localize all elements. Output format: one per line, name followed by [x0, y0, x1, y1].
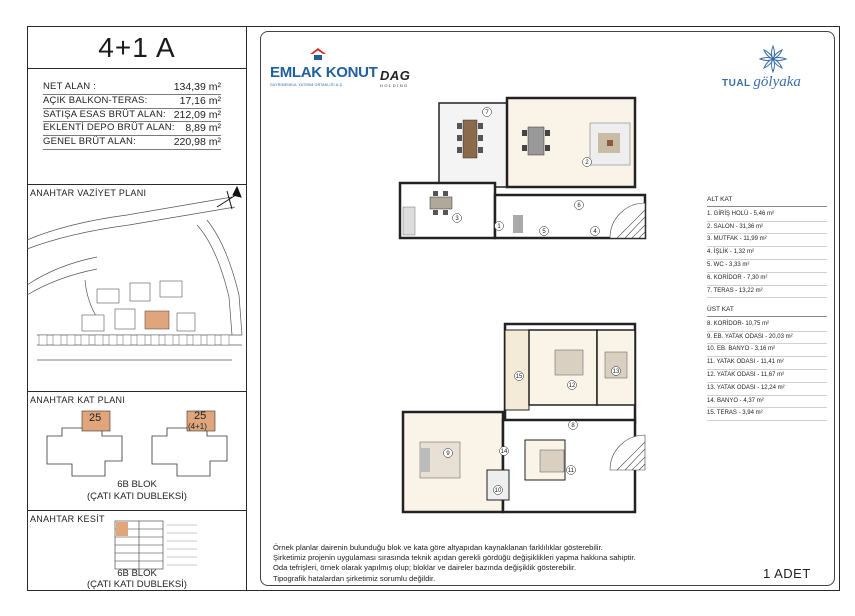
tual-brand: TUAL	[722, 78, 751, 89]
area-label: AÇIK BALKON-TERAS:	[43, 94, 148, 106]
note-line: Şirketimiz projenin uygulaması sırasında teknik açıdan gerekli gördüğü değişiklikleri yapma hakkına sahiptir.	[273, 553, 636, 563]
dag-logo	[380, 68, 410, 88]
section-caption-2: (ÇATI KATI DUBLEKSİ)	[87, 579, 187, 590]
area-row	[43, 109, 221, 123]
area-row	[43, 95, 221, 109]
bed-12	[555, 350, 583, 375]
tual-star-icon	[758, 44, 788, 74]
room-item: 3. MUTFAK - 11,99 m²	[707, 234, 827, 247]
emlak-logo-text: EMLAK KONUT	[270, 64, 378, 81]
area-value: 212,09 m²	[173, 108, 221, 121]
svg-text:15: 15	[515, 374, 523, 380]
dag-logo-text: DAG	[380, 68, 411, 83]
area-value: 8,89 m²	[185, 122, 221, 135]
note-line: Oda tefrişleri, örnek olarak yapılmış olup; bloklar ve daireler bazında değişiklik gösterebilir.	[273, 563, 577, 573]
unit-count: 1 ADET	[763, 566, 811, 581]
site-plan-drawing	[27, 185, 247, 392]
area-value: 134,39 m²	[173, 81, 221, 93]
area-label: NET ALAN :	[43, 81, 97, 92]
area-label: EKLENTİ DEPO BRÜT ALAN:	[43, 122, 175, 134]
svg-text:10: 10	[494, 488, 502, 494]
floor-key-panel	[27, 392, 247, 511]
room-item: 4. İŞLİK - 1,32 m²	[707, 247, 827, 260]
area-row	[43, 136, 221, 150]
lower-floor-legend	[707, 194, 827, 298]
area-value: 220,98 m²	[173, 136, 221, 149]
tual-name: gölyaka	[753, 74, 801, 90]
site-plan-panel	[27, 185, 247, 392]
section-caption-1: 6B BLOK	[117, 568, 157, 579]
floor-tag-right: 25	[194, 410, 207, 422]
area-row	[43, 81, 221, 95]
dining-table-terrace	[457, 120, 483, 158]
svg-text:6: 6	[577, 203, 581, 209]
room-item: 14. BANYO - 4,37 m²	[707, 396, 827, 409]
sofa-set	[590, 123, 630, 165]
emlak-roof-icon	[308, 46, 328, 62]
upper-floor-title: ÜST KAT	[707, 304, 827, 317]
info-column	[27, 26, 247, 591]
room-item: 15. TERAS - 3,94 m²	[707, 408, 827, 421]
svg-text:9: 9	[446, 451, 450, 457]
lower-floor-plan	[395, 95, 665, 255]
svg-text:3: 3	[455, 216, 459, 222]
svg-text:11: 11	[567, 468, 575, 474]
room-item: 12. YATAK ODASI - 11,67 m²	[707, 370, 827, 383]
floor-tag-right-sub: (4+1)	[188, 422, 207, 431]
floor-key-caption-1: 6B BLOK	[117, 479, 157, 490]
room-item: 9. EB. YATAK ODASI - 20,03 m²	[707, 332, 827, 345]
upper-floor-plan	[395, 320, 665, 520]
room-item: 5. WC - 3,33 m²	[707, 260, 827, 273]
room-item: 7. TERAS - 13,22 m²	[707, 286, 827, 299]
section-key-panel	[27, 511, 247, 591]
svg-text:1: 1	[497, 224, 501, 230]
room-item: 13. YATAK ODASI - 12,24 m²	[707, 383, 827, 396]
lower-floor-title: ALT KAT	[707, 194, 827, 207]
svg-text:7: 7	[485, 110, 489, 116]
svg-text:2: 2	[585, 160, 589, 166]
svg-text:4: 4	[593, 229, 597, 235]
dag-logo-sub: HOLDING	[380, 83, 409, 88]
highlighted-block	[145, 311, 169, 329]
floor-key-caption-2: (ÇATI KATI DUBLEKSİ)	[87, 491, 187, 502]
area-label: GENEL BRÜT ALAN:	[43, 136, 136, 148]
emlak-logo-sub: GAYRİMENKUL YATIRIM ORTAKLIĞI A.Ş.	[270, 83, 344, 87]
bed-11	[540, 450, 564, 472]
room-item: 8. KORİDOR- 10,75 m²	[707, 319, 827, 332]
svg-text:14: 14	[500, 449, 508, 455]
svg-text:12: 12	[568, 383, 576, 389]
room-item: 1. GİRİŞ HOLÜ - 5,46 m²	[707, 209, 827, 222]
area-row	[43, 122, 221, 136]
section-key-title: ANAHTAR KESİT	[30, 514, 105, 524]
svg-text:8: 8	[571, 423, 575, 429]
svg-text:13: 13	[612, 369, 620, 375]
note-line: Tipografik hatalardan şirketimiz sorumlu değildir.	[273, 573, 436, 583]
section-highlight	[116, 522, 128, 536]
room-item: 6. KORİDOR - 7,30 m²	[707, 273, 827, 286]
tual-logo-text	[722, 74, 801, 91]
area-value: 17,16 m²	[179, 94, 221, 107]
svg-text:5: 5	[542, 229, 546, 235]
floor-key-title: ANAHTAR KAT PLANI	[30, 395, 126, 405]
unit-type-panel	[27, 26, 247, 69]
floor-tag-left: 25	[89, 412, 102, 424]
room-item: 10. EB. BANYO - 3,16 m²	[707, 344, 827, 357]
disclaimer-notes	[273, 543, 693, 584]
compass-icon	[217, 187, 241, 209]
area-label: SATIŞA ESAS BRÜT ALAN:	[43, 108, 166, 120]
room-item: 11. YATAK ODASI - 11,41 m²	[707, 357, 827, 370]
note-line: Örnek planlar dairenin bulunduğu blok ve kata göre altyapıdan kaynaklanan farklılıklar gösterebilir.	[273, 543, 603, 552]
master-bed	[420, 442, 460, 478]
area-table	[27, 69, 247, 185]
room-item: 2. SALON - 31,36 m²	[707, 222, 827, 235]
unit-type-title: 4+1 A	[98, 32, 176, 63]
tual-golyaka-logo	[722, 44, 822, 96]
site-plan-title: ANAHTAR VAZİYET PLANI	[30, 188, 147, 198]
upper-floor-legend	[707, 304, 827, 421]
